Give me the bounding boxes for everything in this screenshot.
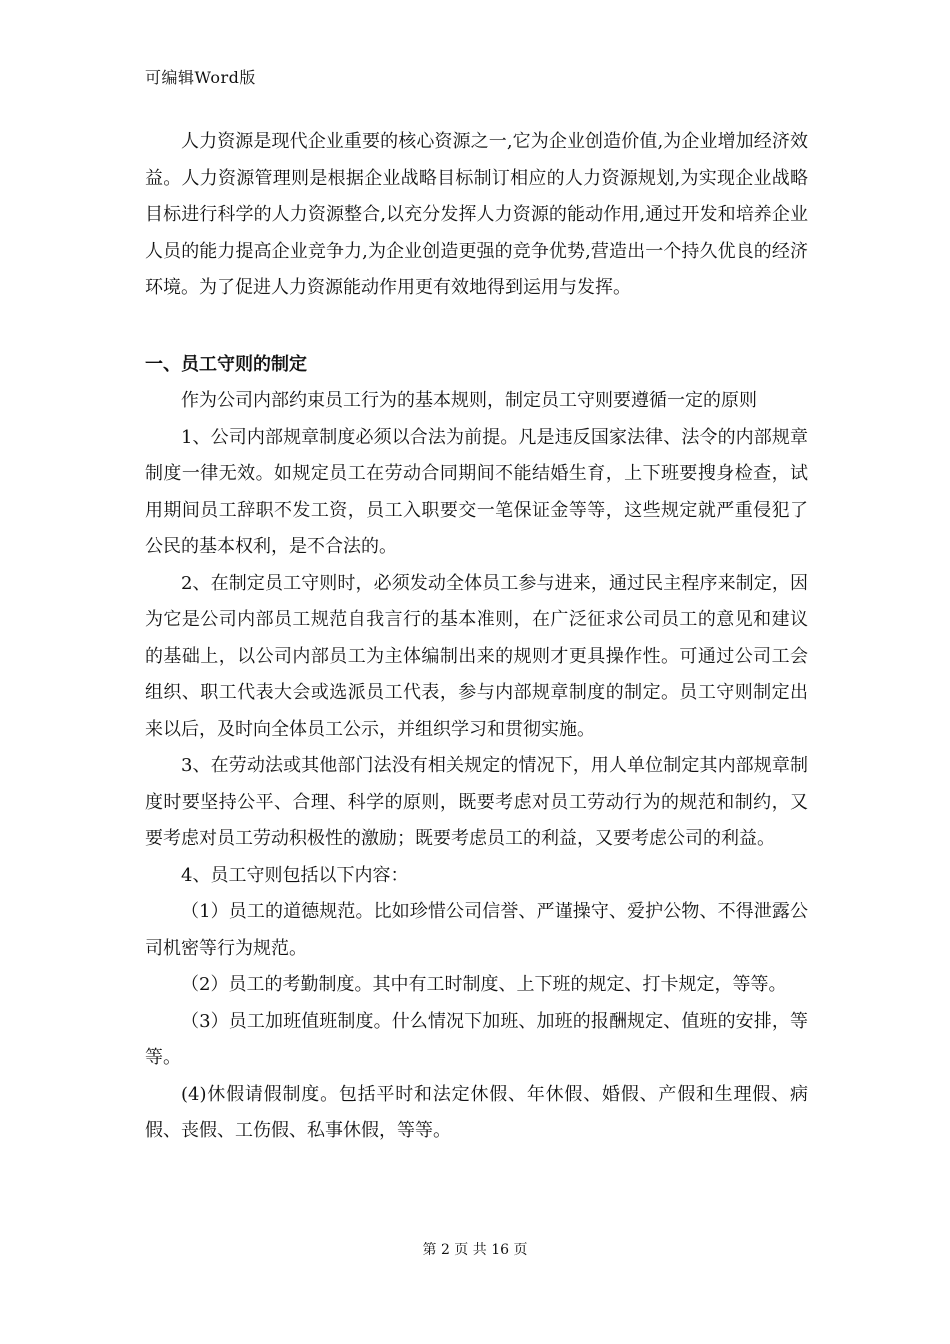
rule-1-paragraph: 1、公司内部规章制度必须以合法为前提。凡是违反国家法律、法令的内部规章制度一律无效。如规定员工在劳动合同期间不能结婚生育，上下班要搜身检查，试用期间员工辞职不发工资，员工入职要交一笔保证金等等，这些规定就严重侵犯了公民的基本权利，是不合法的。 xyxy=(145,426,808,557)
page-number: 第 2 页 共 16 页 xyxy=(422,1242,528,1258)
item-1-paragraph: （1）员工的道德规范。比如珍惜公司信誉、严谨操守、爱护公物、不得泄露公司机密等行为规范。 xyxy=(145,901,808,959)
intro-paragraph: 人力资源是现代企业重要的核心资源之一,它为企业创造价值,为企业增加经济效益。人力资源管理则是根据企业战略目标制订相应的人力资源规划,为实现企业战略目标进行科学的人力资源整合,以充分发挥人力资源的能动作用,通过开发和培养企业人员的能力提高企业竞争力,为企业创造更强的竞争优势,营造出一个持久优良的经济环境。为了促进人力资源能动作用更有效地得到运用与发挥。 xyxy=(145,131,808,298)
item-3-paragraph: （3）员工加班值班制度。什么情况下加班、加班的报酬规定、值班的安排，等等。 xyxy=(145,1010,808,1068)
rule-2-paragraph: 2、在制定员工守则时，必须发动全体员工参与进来，通过民主程序来制定，因为它是公司内部员工规范自我言行的基本准则，在广泛征求公司员工的意见和建议的基础上，以公司内部员工为主体编制出来的规则才更具操作性。可通过公司工会组织、职工代表大会或选派员工代表，参与内部规章制度的制定。员工守则制定出来以后，及时向全体员工公示，并组织学习和贯彻实施。 xyxy=(145,572,808,740)
principle-paragraph: 作为公司内部约束员工行为的基本规则，制定员工守则要遵循一定的原则 xyxy=(181,390,757,411)
rule-3-paragraph: 3、在劳动法或其他部门法没有相关规定的情况下，用人单位制定其内部规章制度时要坚持公平、合理、科学的原则，既要考虑对员工劳动行为的规范和制约，又要考虑对员工劳动积极性的激励；既要考虑员工的利益，又要考虑公司的利益。 xyxy=(145,755,808,849)
document-body xyxy=(145,124,808,1150)
item-2-paragraph: （2）员工的考勤制度。其中有工时制度、上下班的规定、打卡规定，等等。 xyxy=(181,974,787,995)
item-4-paragraph: (4)休假请假制度。包括平时和法定休假、年休假、婚假、产假和生理假、病假、丧假、工伤假、私事休假，等等。 xyxy=(145,1083,808,1141)
header-note: 可编辑Word版 xyxy=(145,68,256,87)
rule-4-paragraph: 4、员工守则包括以下内容： xyxy=(181,864,409,886)
section-heading: 一、员工守则的制定 xyxy=(145,353,307,375)
section-spacer xyxy=(145,307,808,347)
